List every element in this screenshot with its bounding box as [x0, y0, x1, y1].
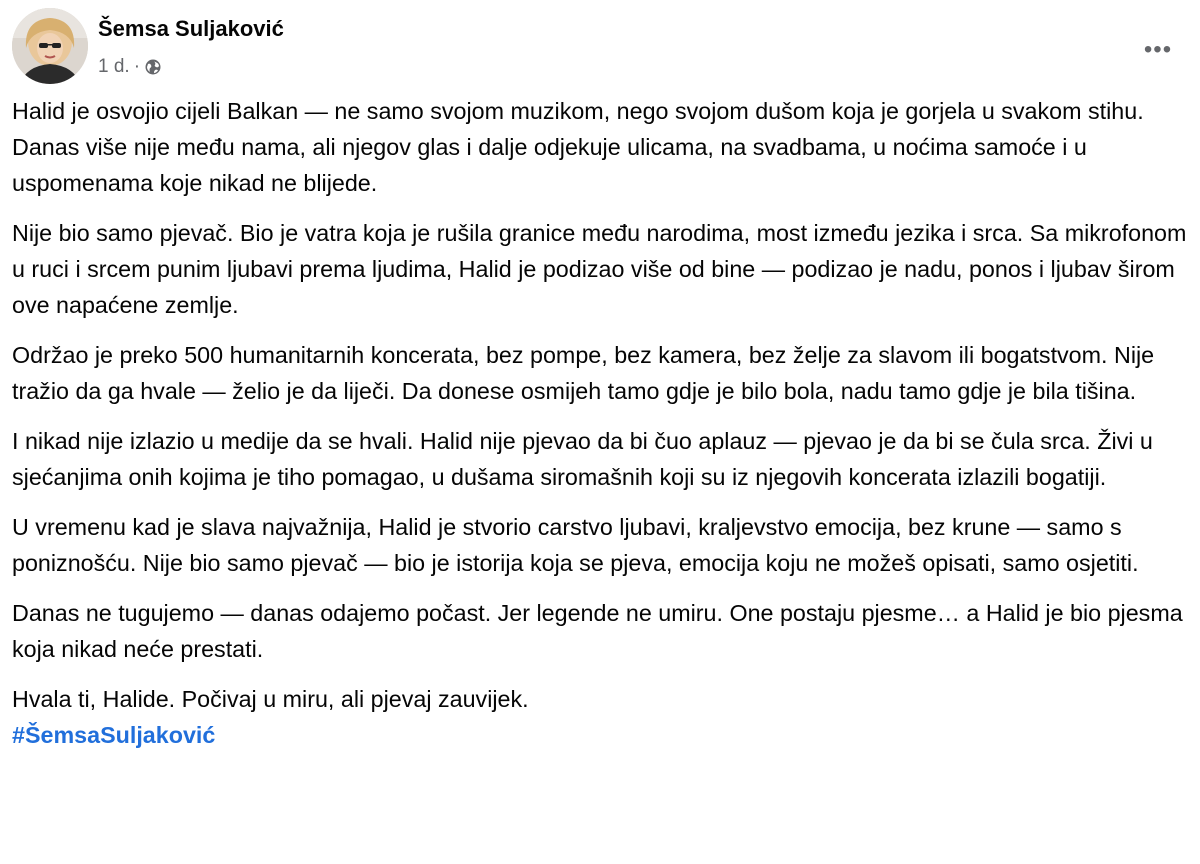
post-header [12, 8, 1188, 88]
globe-icon[interactable] [144, 58, 162, 76]
author-name[interactable]: Šemsa Suljaković [98, 16, 284, 41]
meta-separator: · [133, 56, 141, 77]
closing-line: Hvala ti, Halide. Počivaj u miru, ali pjevaj zauvijek. [12, 686, 529, 712]
post-meta [98, 56, 162, 78]
post-paragraph-2: Nije bio samo pjevač. Bio je vatra koja je rušila granice među narodima, most između jezika i srca. Sa mikrofonom u ruci i srcem punim ljubavi prema ljudima, Halid je podizao više od bine — podizao je nadu, ponos i ljubav širom ove napaćene zemlje. [12, 220, 1187, 318]
more-horizontal-icon: ••• [1143, 36, 1173, 63]
post-paragraph-4: I nikad nije izlazio u medije da se hvali. Halid nije pjevao da bi čuo aplauz — pjevao je da bi se čula srca. Živi u sjećanjima onih kojima je tiho pomagao, u dušama siromašnih koji su iz njegovih koncerata izlazili bogatiji. [12, 428, 1153, 490]
post-paragraph-7 [12, 681, 1194, 753]
post-paragraph-5: U vremenu kad je slava najvažnija, Halid je stvorio carstvo ljubavi, kraljevstvo emocija, bez krune — samo s poniznošću. Nije bio samo pjevač — bio je istorija koja se pjeva, emocija koju ne možeš opisati, samo osjetiti. [12, 514, 1139, 576]
avatar-photo [12, 8, 88, 84]
hashtag-link[interactable]: #ŠemsaSuljaković [12, 722, 216, 748]
author-avatar[interactable] [12, 8, 88, 84]
post-paragraph-1: Halid je osvojio cijeli Balkan — ne samo svojom muzikom, nego svojom dušom koja je gorjela u svakom stihu. Danas više nije među nama, ali njegov glas i dalje odjekuje ulicama, na svadbama, u noćima samoće i u uspomenama koje nikad ne blijede. [12, 98, 1144, 196]
post-paragraph-6: Danas ne tugujemo — danas odajemo počast. Jer legende ne umiru. One postaju pjesme… a Halid je bio pjesma koja nikad neće prestati. [12, 600, 1183, 662]
post-paragraph-3: Održao je preko 500 humanitarnih koncerata, bez pompe, bez kamera, bez želje za slavom ili bogatstvom. Nije tražio da ga hvale — želio je da liječi. Da donese osmijeh tamo gdje je bilo bola, nadu tamo gdje je bila tišina. [12, 342, 1155, 404]
post-body [12, 93, 1194, 753]
post-timestamp[interactable]: 1 d. [98, 56, 130, 77]
post-options-button[interactable] [1138, 32, 1178, 68]
